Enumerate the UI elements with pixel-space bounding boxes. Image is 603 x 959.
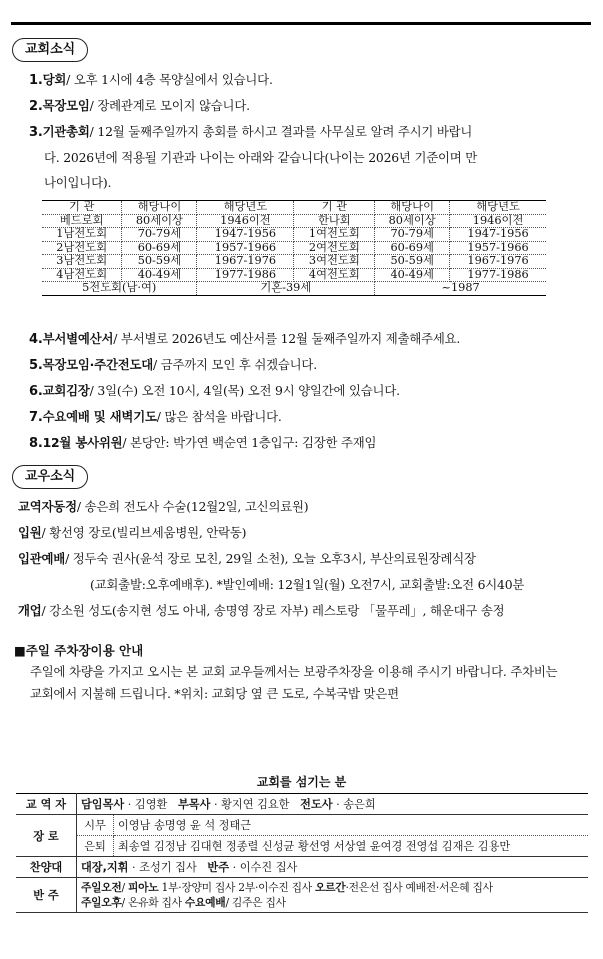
table-cell: 베드로회: [42, 214, 122, 228]
news-item-5: 5.목장모임·주간전도대/ 금주까지 모인 후 쉬겠습니다.: [29, 357, 317, 373]
table-cell: 1947-1956: [197, 228, 294, 242]
table-cell: 4여전도회: [294, 268, 375, 282]
minister-row: [16, 794, 588, 815]
table-row: [42, 268, 546, 282]
church-news-tag: 교회소식: [12, 38, 88, 62]
elder-active-label: 시무: [77, 815, 114, 836]
table-cell: 1957-1966: [197, 241, 294, 255]
news-item-6: 6.교회김장/ 3일(수) 오전 10시, 4일(목) 오전 9시 양일간에 있습니다.: [29, 383, 400, 399]
table-cell: 1957-1966: [450, 241, 546, 255]
choir-role: 찬양대: [16, 857, 77, 878]
table-cell: 1967-1976: [450, 255, 546, 269]
table-cell: 3여전도회: [294, 255, 375, 269]
header-cell: 기 관: [42, 201, 122, 215]
choir-list: 대장,지휘 · 조성기 집사 반주 · 이수진 집사: [77, 857, 589, 878]
table-row: [42, 214, 546, 228]
table-cell: 2남전도회: [42, 241, 122, 255]
age-group-table: [42, 200, 546, 296]
choir-row: [16, 857, 588, 878]
table-cell: 1977-1986: [197, 268, 294, 282]
table-cell: 40-49세: [375, 268, 450, 282]
elder-active-row: [16, 815, 588, 836]
member-item-3: 입관예배/ 정두숙 권사(윤석 장로 모친, 29일 소천), 오늘 오후3시, 부산의료원장례식장: [18, 551, 476, 566]
header-cell: 해당나이: [375, 201, 450, 215]
table-cell: 5전도회(남·여): [42, 282, 197, 296]
news-item-3-cont2: 나이입니다).: [44, 175, 112, 190]
news-item-7: 7.수요예배 및 새벽기도/ 많은 참석을 바랍니다.: [29, 409, 282, 425]
table-cell: 1947-1956: [450, 228, 546, 242]
table-cell: 기혼-39세: [197, 282, 375, 296]
news-item-2: 2.목장모임/ 장례관계로 모이지 않습니다.: [29, 98, 250, 114]
table-row: [42, 282, 546, 296]
accompanist-row: [16, 878, 588, 913]
table-cell: 1967-1976: [197, 255, 294, 269]
member-item-4: 개업/ 강소원 성도(송지현 성도 아내, 송명영 장로 자부) 레스토랑 「물푸레」, 해운대구 송정: [18, 603, 505, 618]
parking-title: ■주일 주차장이용 안내: [14, 643, 144, 658]
table-cell: 70-79세: [375, 228, 450, 242]
table-cell: 1977-1986: [450, 268, 546, 282]
table-cell: 1946이전: [450, 214, 546, 228]
servers-title: 교회를 섬기는 분: [256, 775, 347, 789]
table-cell: 1여전도회: [294, 228, 375, 242]
elder-retired-names: 최송열 김정남 김대현 정종렬 신성균 황선영 서상열 윤여경 전영섭 김재은 김용만: [114, 836, 589, 857]
header-cell: 기 관: [294, 201, 375, 215]
elder-retired-row: [16, 836, 588, 857]
member-item-1: 교역자동정/ 송은희 전도사 수술(12월2일, 고신의료원): [18, 499, 309, 514]
accompanist-role: 반 주: [16, 878, 77, 913]
table-row: [42, 255, 546, 269]
news-item-8: 8.12월 봉사위원/ 본당안: 박가연 백순연 1층입구: 김장한 주재임: [29, 435, 377, 451]
news-item-3: 3.기관총회/ 12월 둘째주일까지 총회를 하시고 결과를 사무실로 알려 주시기 바랍니: [29, 124, 473, 140]
news-item-1: 1.당회/ 오후 1시에 4층 목양실에서 있습니다.: [29, 72, 273, 88]
member-news-tag: 교우소식: [12, 465, 88, 489]
elder-active-names: 이영남 송명영 윤 석 정태근: [114, 815, 589, 836]
news-item-3-cont1: 다. 2026년에 적용될 기관과 나이는 아래와 같습니다(나이는 2026년 기준이며 만: [44, 150, 478, 165]
servers-table: [16, 793, 588, 913]
table-cell: 4남전도회: [42, 268, 122, 282]
header-cell: 해당나이: [122, 201, 197, 215]
member-item-3-cont: (교회출발:오후예배후). *발인예배: 12월1일(월) 오전7시, 교회출발:오전 6시40분: [90, 577, 525, 592]
table-row: [42, 241, 546, 255]
header-cell: 해당년도: [197, 201, 294, 215]
table-cell: 70-79세: [122, 228, 197, 242]
table-header-row: [42, 201, 546, 215]
table-cell: 2여전도회: [294, 241, 375, 255]
table-cell: 60-69세: [375, 241, 450, 255]
top-rule: [11, 22, 591, 25]
accompanist-list: 주일오전/ 피아노 1부·장양미 집사 2부·이수진 집사 오르간·전은선 집사 예배전·서은혜 집사 주일오후/ 온유화 집사 수요예배/ 김주은 집사: [77, 878, 589, 913]
member-item-2: 입원/ 황선영 장로(빌리브세움병원, 안락동): [18, 525, 247, 540]
news-item-4: 4.부서별예산서/ 부서별로 2026년도 예산서를 12월 둘째주일까지 제출해주세요.: [29, 331, 461, 347]
elder-role: 장 로: [16, 815, 77, 857]
parking-text: 주일에 차량을 가지고 오시는 본 교회 교우들께서는 보광주차장을 이용해 주시기 바랍니다. 주차비는 교회에서 지불해 드립니다. *위치: 교회당 옆 큰 도로, 수복국밥 맞은편: [30, 664, 558, 701]
table-cell: ~1987: [375, 282, 546, 296]
table-cell: 50-59세: [375, 255, 450, 269]
table-cell: 3남전도회: [42, 255, 122, 269]
table-cell: 80세이상: [122, 214, 197, 228]
table-cell: 50-59세: [122, 255, 197, 269]
table-row: [42, 228, 546, 242]
table-cell: 80세이상: [375, 214, 450, 228]
table-cell: 40-49세: [122, 268, 197, 282]
elder-retired-label: 은퇴: [77, 836, 114, 857]
table-cell: 1946이전: [197, 214, 294, 228]
table-cell: 한나회: [294, 214, 375, 228]
minister-list: 담임목사 · 김영환 부목사 · 황지연 김요한 전도사 · 송은희: [77, 794, 589, 815]
table-cell: 60-69세: [122, 241, 197, 255]
table-cell: 1남전도회: [42, 228, 122, 242]
header-cell: 해당년도: [450, 201, 546, 215]
minister-role: 교 역 자: [16, 794, 77, 815]
